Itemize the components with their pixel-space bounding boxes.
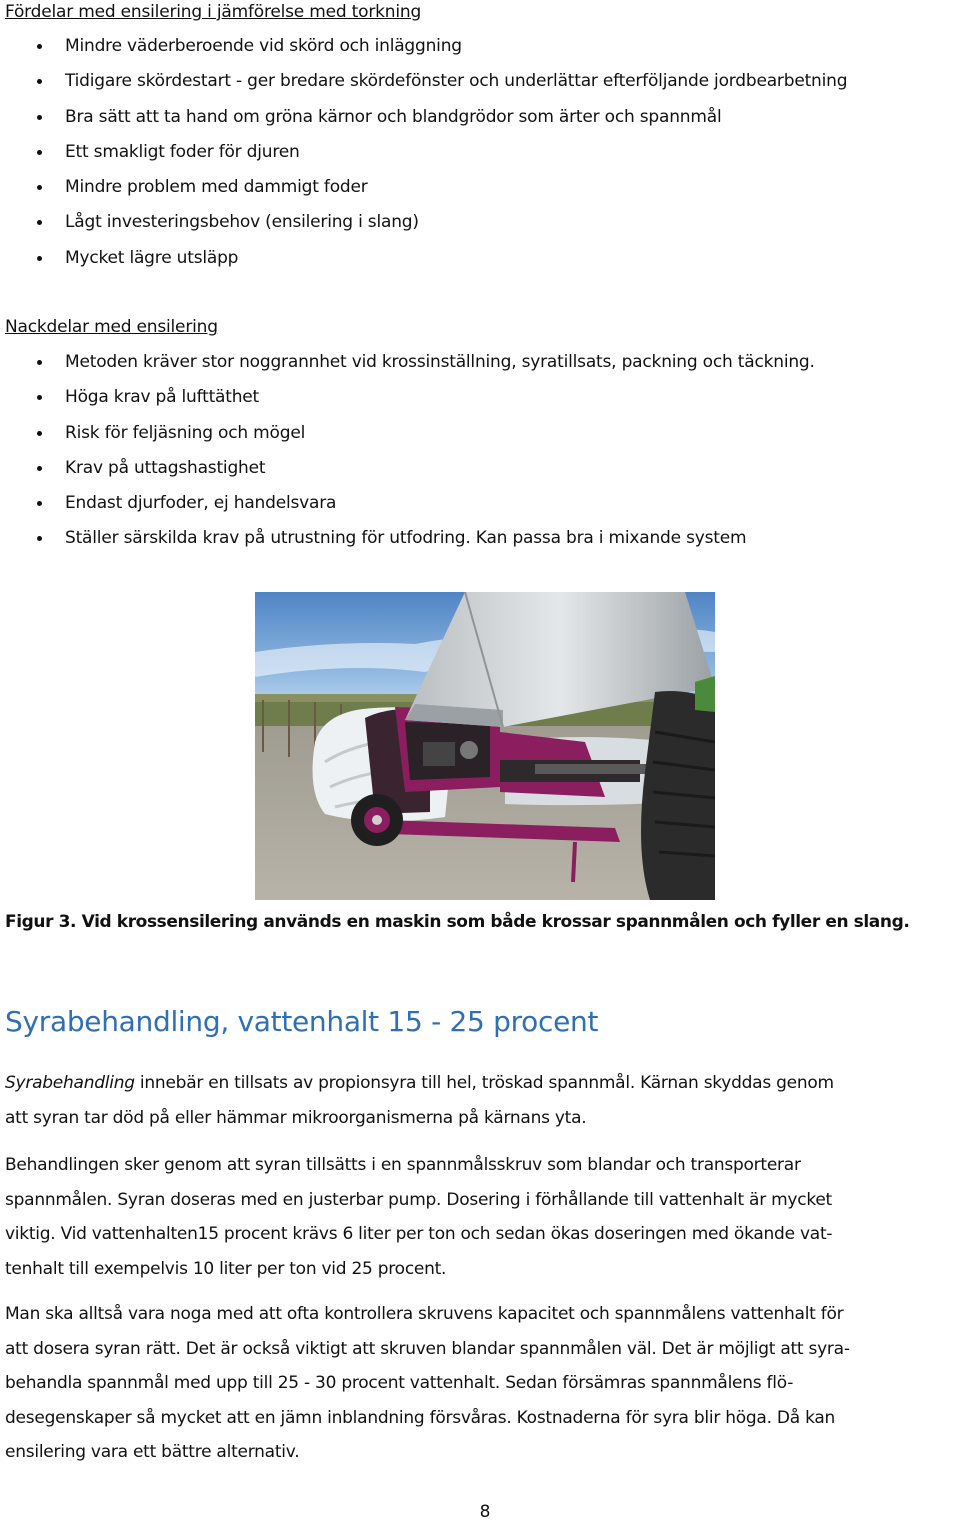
paragraph: Man ska alltså vara noga med att ofta kontrollera skruvens kapacitet och spannmålens vattenhalt för att dosera syran rätt. Det är också viktigt att skruven blandar spannmålen väl. Det är möjligt att syra- behandla spannmål med upp till 25 - 30 procent vattenhalt. Sedan försämras spannmålens flö- desegenskaper så mycket att en jämn inblandning försvåras. Kostnaderna för syra blir höga. Då kan ensilering vara ett bättre alternativ. [5,1304,850,1462]
list-item: Mycket lägre utsläpp [0,246,847,281]
bullet-icon [37,395,42,400]
paragraph: Behandlingen sker genom att syran tillsätts i en spannmålsskruv som blandar och transporterar spannmålen. Syran doseras med en justerbar pump. Dosering i förhållande till vattenhalt är mycket viktig. Vid vattenhalten15 procent krävs 6 liter per ton och sedan ökas doseringen med ökande vat- tenhalt till exempelvis 10 liter per ton vid 25 procent. [5,1155,833,1279]
list-item: Endast djurfoder, ej handelsvara [0,491,815,526]
bullet-icon [37,360,42,365]
list-item: Bra sätt att ta hand om gröna kärnor och blandgrödor som ärter och spannmål [0,105,847,140]
list-item: Mindre problem med dammigt foder [0,175,847,210]
list-item: Ställer särskilda krav på utrustning för utfodring. Kan passa bra i mixande system [0,526,815,561]
bullet-icon [37,466,42,471]
bullet-icon [37,220,42,225]
bullet-icon [37,185,42,190]
bullet-icon [37,115,42,120]
bullet-icon [37,44,42,49]
bullet-icon [37,536,42,541]
list-item: Mindre väderberoende vid skörd och inläggning [0,34,847,69]
bullet-icon [37,431,42,436]
page-number: 8 [479,1502,491,1522]
paragraph: Syrabehandling innebär en tillsats av propionsyra till hel, tröskad spannmål. Kärnan skyddas genom att syran tar död på eller hämmar mikroorganismerna på kärnans yta. [5,1073,834,1128]
list-item: Tidigare skördestart - ger bredare skördefönster och underlättar efterföljande jordbearbetning [0,69,847,104]
list-item: Ett smakligt foder för djuren [0,140,847,175]
list-item: Risk för feljäsning och mögel [0,421,815,456]
figure-caption: Figur 3. Vid krossensilering används en maskin som både krossar spannmålen och fyller en slang. [5,912,910,932]
advantages-heading: Fördelar med ensilering i jämförelse med torkning [5,2,422,22]
list-item: Krav på uttagshastighet [0,456,815,491]
bullet-icon [37,150,42,155]
disadvantages-list [0,350,815,562]
section-title: Syrabehandling, vattenhalt 15 - 25 procent [5,1005,599,1038]
bullet-icon [37,256,42,261]
bullet-icon [37,501,42,506]
list-item: Metoden kräver stor noggrannhet vid krossinställning, syratillsats, packning och täckning. [0,350,815,385]
term: Syrabehandling [5,1073,135,1093]
bullet-icon [37,79,42,84]
advantages-list [0,34,847,281]
list-item: Lågt investeringsbehov (ensilering i slang) [0,210,847,245]
figure-photo [255,592,715,900]
list-item: Höga krav på lufttäthet [0,385,815,420]
disadvantages-heading: Nackdelar med ensilering [5,317,218,337]
